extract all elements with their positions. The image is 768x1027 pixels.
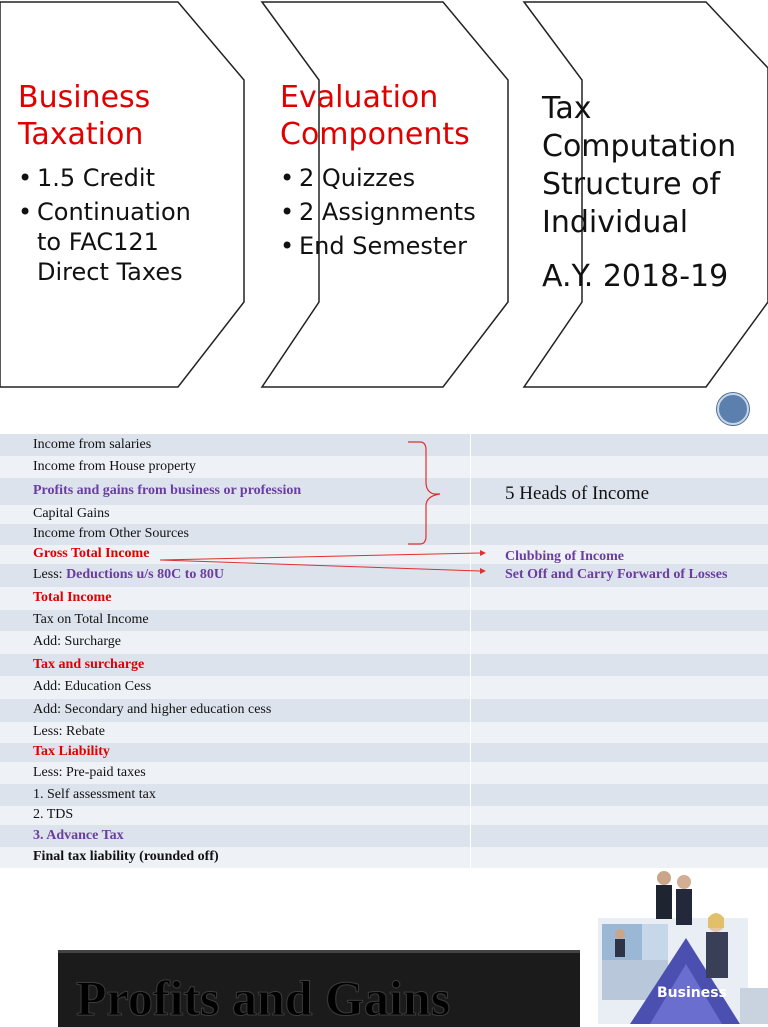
row-text: Final tax liability (rounded off): [33, 849, 219, 864]
row-text: 2. TDS: [33, 807, 74, 822]
chevron-slide: [0, 0, 768, 432]
annotation-overlay: [0, 432, 768, 868]
bullet-item: • 1.5 Credit: [18, 163, 238, 193]
row-text: 3. Advance Tax: [33, 827, 124, 843]
brace-shape: [408, 442, 440, 544]
arrowhead-clubbing: [480, 550, 486, 556]
row-text: 1. Self assessment tax: [33, 786, 156, 802]
bullet-item: • 2 Assignments: [280, 197, 500, 227]
row-text: Capital Gains: [33, 506, 110, 521]
chevron-3-title-line: Tax: [542, 91, 592, 126]
row-text: Deductions u/s 80C to 80U: [66, 567, 224, 582]
five-heads-label: 5 Heads of Income: [505, 483, 650, 504]
chevron-1-content: [18, 79, 238, 291]
row-text: Tax on Total Income: [33, 612, 149, 627]
slide-nav-button[interactable]: [717, 393, 749, 425]
chevron-3-subtitle: A.Y. 2018-19: [542, 259, 729, 294]
chevron-1-title-line: Taxation: [18, 117, 144, 152]
chevron-3-title-line: Computation: [542, 129, 737, 164]
row-text: Less: Pre-paid taxes: [33, 764, 146, 780]
business-image-label: Business: [657, 985, 727, 1001]
row-text: Tax Liability: [33, 744, 110, 759]
chevron-2-bullets: [280, 163, 500, 261]
chevron-2-title: [280, 79, 500, 153]
chevron-2-title-line: Components: [280, 117, 470, 152]
chevron-3-title-line: Structure of: [542, 167, 721, 202]
row-text: Add: Education Cess: [33, 679, 152, 694]
row-text: Total Income: [33, 590, 112, 605]
chevron-3-title: [542, 90, 762, 242]
clubbing-note: Clubbing of Income: [505, 549, 625, 564]
row-text: Income from Other Sources: [33, 526, 189, 541]
chevron-3-title-line: Individual: [542, 205, 689, 240]
chevron-2-content: [280, 79, 500, 265]
row-prefix: Less:: [33, 567, 67, 582]
row-text: Income from salaries: [33, 436, 152, 452]
bullet-item: • End Semester: [280, 231, 500, 261]
row-text: Income from House property: [33, 458, 196, 474]
arrow-gross-to-setoff: [160, 560, 480, 571]
setoff-note: Set Off and Carry Forward of Losses: [505, 567, 728, 582]
chevron-1-title-line: Business: [18, 80, 151, 115]
row-text: Less: Rebate: [33, 724, 105, 739]
row-text: Tax and surcharge: [33, 656, 145, 672]
row-text: Gross Total Income: [33, 546, 150, 561]
row-text: Profits and gains from business or profession: [33, 483, 302, 498]
row-text: Add: Surcharge: [33, 634, 121, 649]
chevron-3-content: [542, 90, 762, 296]
bullet-item: • Continuation to FAC121 Direct Taxes: [18, 197, 222, 287]
chevron-1-bullets: [18, 163, 238, 287]
chevron-1-title: [18, 79, 238, 153]
arrow-gross-to-clubbing: [160, 553, 480, 560]
row-text: Add: Secondary and higher education cess: [33, 702, 272, 717]
chevron-2-title-line: Evaluation: [280, 80, 439, 115]
bullet-item: • 2 Quizzes: [280, 163, 500, 193]
banner-title: Profits and Gains: [76, 970, 451, 1026]
title-banner: [58, 950, 580, 1027]
arrowhead-setoff: [480, 568, 486, 574]
